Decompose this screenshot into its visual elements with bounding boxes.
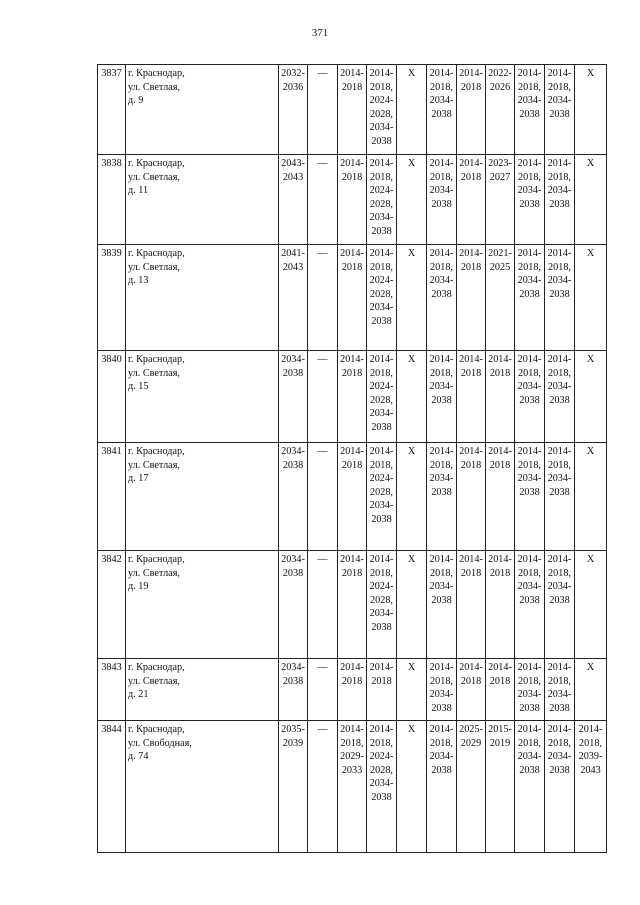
- period-cell-10: 2014- 2018, 2034- 2038: [545, 551, 575, 659]
- period-cell-10: 2014- 2018, 2034- 2038: [545, 351, 575, 443]
- row-number-cell: 3841: [98, 443, 126, 551]
- period-cell-2: —: [308, 65, 338, 155]
- period-cell-6: 2014- 2018, 2034- 2038: [427, 721, 457, 853]
- period-cell-6: 2014- 2018, 2034- 2038: [427, 155, 457, 245]
- period-cell-8: 2014- 2018: [486, 551, 515, 659]
- period-cell-10: 2014- 2018, 2034- 2038: [545, 721, 575, 853]
- period-cell-7: 2014- 2018: [457, 659, 486, 721]
- period-cell-2: —: [308, 245, 338, 351]
- period-cell-4: 2014- 2018, 2024- 2028, 2034- 2038: [367, 245, 397, 351]
- period-cell-11: X: [575, 659, 607, 721]
- table-row: [98, 659, 607, 721]
- table-row: [98, 65, 607, 155]
- row-number-cell: 3839: [98, 245, 126, 351]
- period-cell-7: 2014- 2018: [457, 65, 486, 155]
- period-cell-6: 2014- 2018, 2034- 2038: [427, 351, 457, 443]
- row-number-cell: 3843: [98, 659, 126, 721]
- period-cell-9: 2014- 2018, 2034- 2038: [515, 443, 545, 551]
- period-cell-2: —: [308, 721, 338, 853]
- period-cell-10: 2014- 2018, 2034- 2038: [545, 245, 575, 351]
- period-cell-5: X: [397, 245, 427, 351]
- address-cell: г. Краснодар, ул. Светлая, д. 17: [126, 443, 279, 551]
- period-cell-7: 2014- 2018: [457, 551, 486, 659]
- period-cell-2: —: [308, 659, 338, 721]
- page-number: 371: [311, 27, 329, 39]
- table-row: [98, 721, 607, 853]
- address-cell: г. Краснодар, ул. Светлая, д. 11: [126, 155, 279, 245]
- period-cell-11: X: [575, 551, 607, 659]
- period-cell-7: 2014- 2018: [457, 245, 486, 351]
- schedule-table: [97, 64, 607, 853]
- period-cell-3: 2014- 2018: [338, 245, 367, 351]
- period-cell-2: —: [308, 351, 338, 443]
- period-cell-1: 2035- 2039: [279, 721, 308, 853]
- period-cell-11: X: [575, 351, 607, 443]
- period-cell-11: X: [575, 245, 607, 351]
- period-cell-4: 2014- 2018, 2024- 2028, 2034- 2038: [367, 721, 397, 853]
- period-cell-3: 2014- 2018, 2029- 2033: [338, 721, 367, 853]
- period-cell-7: 2014- 2018: [457, 351, 486, 443]
- period-cell-1: 2041- 2043: [279, 245, 308, 351]
- period-cell-8: 2015- 2019: [486, 721, 515, 853]
- period-cell-5: X: [397, 155, 427, 245]
- period-cell-1: 2043- 2043: [279, 155, 308, 245]
- period-cell-3: 2014- 2018: [338, 351, 367, 443]
- period-cell-9: 2014- 2018, 2034- 2038: [515, 65, 545, 155]
- row-number-cell: 3838: [98, 155, 126, 245]
- period-cell-2: —: [308, 443, 338, 551]
- period-cell-11: X: [575, 155, 607, 245]
- address-cell: г. Краснодар, ул. Светлая, д. 21: [126, 659, 279, 721]
- address-cell: г. Краснодар, ул. Светлая, д. 19: [126, 551, 279, 659]
- period-cell-10: 2014- 2018, 2034- 2038: [545, 65, 575, 155]
- period-cell-6: 2014- 2018, 2034- 2038: [427, 65, 457, 155]
- period-cell-5: X: [397, 551, 427, 659]
- period-cell-7: 2014- 2018: [457, 443, 486, 551]
- row-number-cell: 3837: [98, 65, 126, 155]
- period-cell-4: 2014- 2018, 2024- 2028, 2034- 2038: [367, 155, 397, 245]
- table-row: [98, 551, 607, 659]
- period-cell-4: 2014- 2018, 2024- 2028, 2034- 2038: [367, 443, 397, 551]
- period-cell-4: 2014- 2018, 2024- 2028, 2034- 2038: [367, 351, 397, 443]
- address-cell: г. Краснодар, ул. Светлая, д. 13: [126, 245, 279, 351]
- address-cell: г. Краснодар, ул. Светлая, д. 15: [126, 351, 279, 443]
- period-cell-11: X: [575, 443, 607, 551]
- table-row: [98, 245, 607, 351]
- period-cell-5: X: [397, 351, 427, 443]
- period-cell-5: X: [397, 443, 427, 551]
- period-cell-10: 2014- 2018, 2034- 2038: [545, 443, 575, 551]
- period-cell-7: 2014- 2018: [457, 155, 486, 245]
- period-cell-9: 2014- 2018, 2034- 2038: [515, 155, 545, 245]
- period-cell-5: X: [397, 659, 427, 721]
- period-cell-10: 2014- 2018, 2034- 2038: [545, 659, 575, 721]
- period-cell-8: 2022- 2026: [486, 65, 515, 155]
- period-cell-7: 2025- 2029: [457, 721, 486, 853]
- period-cell-9: 2014- 2018, 2034- 2038: [515, 245, 545, 351]
- row-number-cell: 3842: [98, 551, 126, 659]
- period-cell-3: 2014- 2018: [338, 443, 367, 551]
- period-cell-9: 2014- 2018, 2034- 2038: [515, 351, 545, 443]
- period-cell-9: 2014- 2018, 2034- 2038: [515, 721, 545, 853]
- period-cell-9: 2014- 2018, 2034- 2038: [515, 659, 545, 721]
- table-row: [98, 443, 607, 551]
- period-cell-1: 2034- 2038: [279, 551, 308, 659]
- period-cell-1: 2034- 2038: [279, 351, 308, 443]
- period-cell-6: 2014- 2018, 2034- 2038: [427, 659, 457, 721]
- period-cell-4: 2014- 2018: [367, 659, 397, 721]
- period-cell-4: 2014- 2018, 2024- 2028, 2034- 2038: [367, 65, 397, 155]
- period-cell-11: X: [575, 65, 607, 155]
- period-cell-3: 2014- 2018: [338, 551, 367, 659]
- period-cell-5: X: [397, 721, 427, 853]
- period-cell-8: 2014- 2018: [486, 351, 515, 443]
- period-cell-8: 2023- 2027: [486, 155, 515, 245]
- period-cell-6: 2014- 2018, 2034- 2038: [427, 551, 457, 659]
- period-cell-8: 2014- 2018: [486, 659, 515, 721]
- period-cell-1: 2032- 2036: [279, 65, 308, 155]
- period-cell-1: 2034- 2038: [279, 659, 308, 721]
- period-cell-6: 2014- 2018, 2034- 2038: [427, 443, 457, 551]
- period-cell-6: 2014- 2018, 2034- 2038: [427, 245, 457, 351]
- table-row: [98, 155, 607, 245]
- period-cell-11: 2014- 2018, 2039- 2043: [575, 721, 607, 853]
- period-cell-8: 2014- 2018: [486, 443, 515, 551]
- period-cell-9: 2014- 2018, 2034- 2038: [515, 551, 545, 659]
- period-cell-4: 2014- 2018, 2024- 2028, 2034- 2038: [367, 551, 397, 659]
- address-cell: г. Краснодар, ул. Светлая, д. 9: [126, 65, 279, 155]
- period-cell-5: X: [397, 65, 427, 155]
- row-number-cell: 3844: [98, 721, 126, 853]
- period-cell-2: —: [308, 551, 338, 659]
- period-cell-1: 2034- 2038: [279, 443, 308, 551]
- period-cell-10: 2014- 2018, 2034- 2038: [545, 155, 575, 245]
- period-cell-3: 2014- 2018: [338, 155, 367, 245]
- period-cell-3: 2014- 2018: [338, 659, 367, 721]
- row-number-cell: 3840: [98, 351, 126, 443]
- table-row: [98, 351, 607, 443]
- period-cell-3: 2014- 2018: [338, 65, 367, 155]
- period-cell-2: —: [308, 155, 338, 245]
- period-cell-8: 2021- 2025: [486, 245, 515, 351]
- address-cell: г. Краснодар, ул. Свободная, д. 74: [126, 721, 279, 853]
